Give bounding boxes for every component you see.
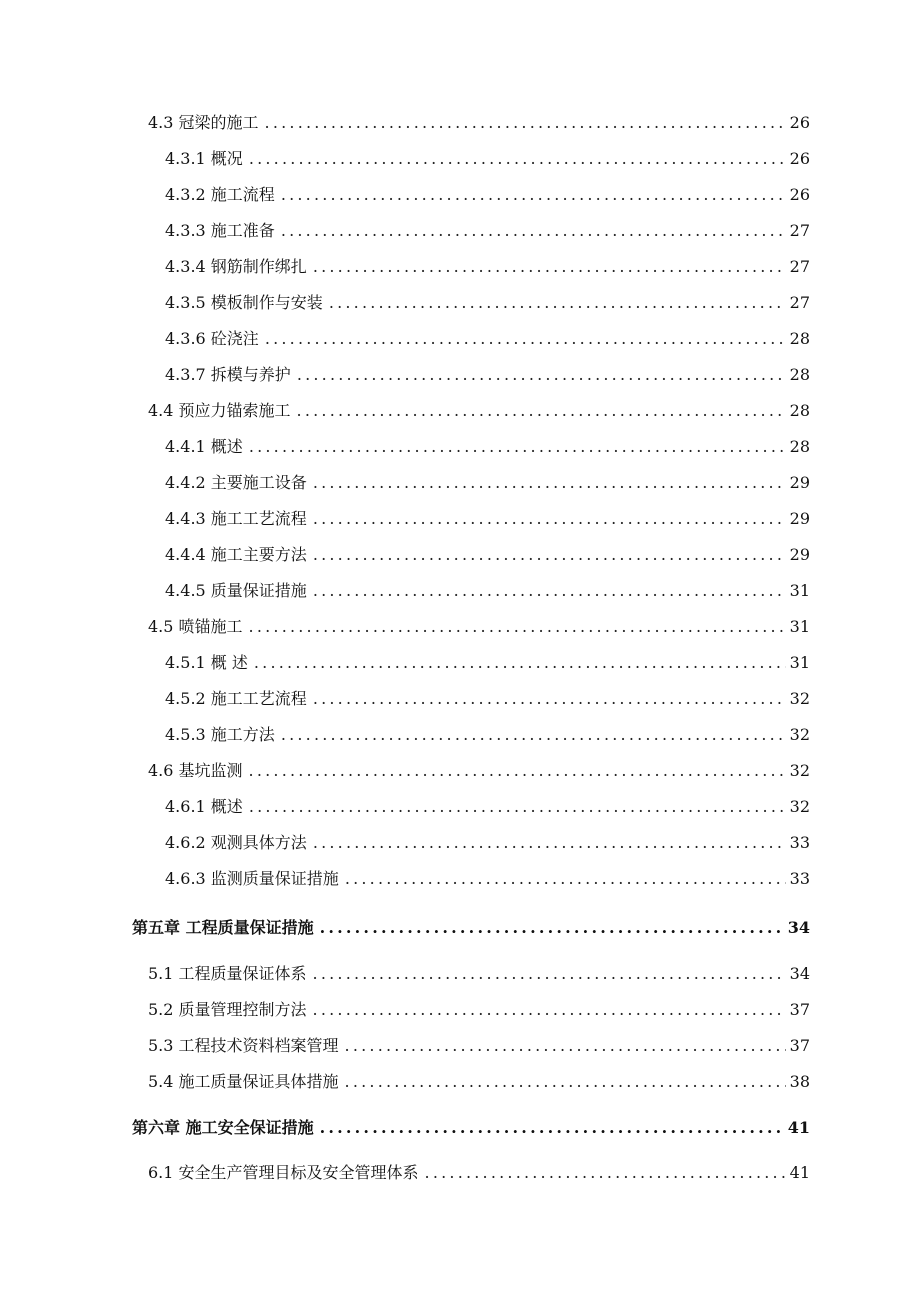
toc-entry-label: 4.5.1 概 述: [165, 653, 248, 672]
toc-entry-label: 4.3 冠梁的施工: [148, 113, 259, 132]
toc-entry-page: 29: [789, 473, 810, 492]
toc-leader-dots: [254, 648, 786, 678]
toc-leader-dots: [281, 720, 786, 750]
toc-entry-page: 29: [789, 545, 810, 564]
toc-entry-page: 27: [789, 293, 810, 312]
toc-entry-4-4-5[interactable]: [165, 576, 810, 606]
toc-entry-4-5[interactable]: [148, 612, 810, 642]
toc-entry-4-3-4[interactable]: [165, 252, 810, 282]
toc-leader-dots: [249, 144, 786, 174]
toc-entry-label: 4.6.1 概述: [165, 797, 243, 816]
toc-leader-dots: [425, 1158, 786, 1188]
toc-entry-4-4[interactable]: [148, 396, 810, 426]
toc-entry-page: 34: [787, 918, 810, 937]
toc-entry-4-6[interactable]: [148, 756, 810, 786]
toc-entry-label: 4.6.3 监测质量保证措施: [165, 869, 339, 888]
toc-entry-page: 28: [789, 437, 810, 456]
toc-entry-page: 31: [789, 653, 810, 672]
toc-entry-4-3-7[interactable]: [165, 360, 810, 390]
toc-leader-dots: [313, 252, 786, 282]
toc-leader-dots: [313, 684, 786, 714]
toc-entry-4-3-6[interactable]: [165, 324, 810, 354]
toc-chapter-5[interactable]: [132, 913, 810, 943]
toc-entry-4-5-2[interactable]: [165, 684, 810, 714]
toc-leader-dots: [320, 913, 784, 943]
toc-entry-label: 4.4.2 主要施工设备: [165, 473, 307, 492]
toc-leader-dots: [313, 540, 786, 570]
toc-entry-label: 4.5.3 施工方法: [165, 725, 275, 744]
toc-entry-page: 37: [789, 1036, 810, 1055]
toc-leader-dots: [313, 995, 786, 1025]
toc-chapter-6[interactable]: [132, 1113, 810, 1143]
toc-leader-dots: [313, 959, 786, 989]
toc-entry-label: 4.3.1 概况: [165, 149, 243, 168]
toc-leader-dots: [297, 396, 786, 426]
toc-leader-dots: [313, 828, 786, 858]
toc-entry-4-3-3[interactable]: [165, 216, 810, 246]
toc-entry-4-4-3[interactable]: [165, 504, 810, 534]
toc-entry-page: 41: [789, 1163, 810, 1182]
toc-entry-6-1[interactable]: [148, 1158, 810, 1188]
toc-entry-page: 28: [789, 401, 810, 420]
toc-leader-dots: [281, 216, 786, 246]
toc-entry-4-4-2[interactable]: [165, 468, 810, 498]
toc-leader-dots: [281, 180, 786, 210]
toc-entry-page: 31: [789, 581, 810, 600]
toc-entry-label: 4.4 预应力锚索施工: [148, 401, 291, 420]
toc-entry-4-3[interactable]: [148, 108, 810, 138]
toc-entry-label: 5.3 工程技术资料档案管理: [148, 1036, 339, 1055]
toc-entry-5-4[interactable]: [148, 1067, 810, 1097]
toc-entry-page: 33: [789, 833, 810, 852]
toc-entry-4-4-4[interactable]: [165, 540, 810, 570]
toc-leader-dots: [265, 108, 786, 138]
toc-entry-4-6-3[interactable]: [165, 864, 810, 894]
toc-entry-label: 4.6.2 观测具体方法: [165, 833, 307, 852]
toc-entry-4-3-1[interactable]: [165, 144, 810, 174]
toc-entry-5-2[interactable]: [148, 995, 810, 1025]
toc-entry-label: 4.5 喷锚施工: [148, 617, 243, 636]
toc-entry-4-3-5[interactable]: [165, 288, 810, 318]
toc-entry-4-6-1[interactable]: [165, 792, 810, 822]
toc-entry-label: 5.1 工程质量保证体系: [148, 964, 307, 983]
toc-entry-5-1[interactable]: [148, 959, 810, 989]
toc-leader-dots: [297, 360, 786, 390]
toc-entry-page: 28: [789, 365, 810, 384]
toc-leader-dots: [313, 504, 786, 534]
toc-leader-dots: [313, 576, 786, 606]
toc-entry-label: 4.5.2 施工工艺流程: [165, 689, 307, 708]
toc-leader-dots: [345, 1067, 786, 1097]
toc-entry-label: 5.4 施工质量保证具体措施: [148, 1072, 339, 1091]
toc-entry-page: 38: [789, 1072, 810, 1091]
toc-entry-page: 31: [789, 617, 810, 636]
toc-entry-page: 33: [789, 869, 810, 888]
toc-entry-page: 37: [789, 1000, 810, 1019]
toc-entry-page: 34: [789, 964, 810, 983]
toc-entry-label: 4.3.7 拆模与养护: [165, 365, 291, 384]
toc-entry-page: 27: [789, 221, 810, 240]
toc-entry-4-5-3[interactable]: [165, 720, 810, 750]
toc-entry-page: 26: [789, 185, 810, 204]
toc-leader-dots: [329, 288, 786, 318]
toc-entry-label: 4.4.5 质量保证措施: [165, 581, 307, 600]
toc-entry-label: 4.3.6 砼浇注: [165, 329, 259, 348]
toc-entry-page: 27: [789, 257, 810, 276]
toc-entry-4-5-1[interactable]: [165, 648, 810, 678]
toc-entry-page: 29: [789, 509, 810, 528]
toc-leader-dots: [249, 432, 786, 462]
toc-entry-page: 41: [787, 1118, 810, 1137]
toc-entry-label: 4.4.4 施工主要方法: [165, 545, 307, 564]
toc-entry-label: 4.4.3 施工工艺流程: [165, 509, 307, 528]
toc-entry-label: 6.1 安全生产管理目标及安全管理体系: [148, 1163, 419, 1182]
toc-entry-label: 4.3.3 施工准备: [165, 221, 275, 240]
toc-entry-label: 4.3.4 钢筋制作绑扎: [165, 257, 307, 276]
toc-entry-4-4-1[interactable]: [165, 432, 810, 462]
toc-entry-4-3-2[interactable]: [165, 180, 810, 210]
toc-leader-dots: [249, 792, 786, 822]
toc-entry-page: 32: [789, 797, 810, 816]
toc-entry-4-6-2[interactable]: [165, 828, 810, 858]
toc-leader-dots: [313, 468, 786, 498]
toc-entry-label: 4.6 基坑监测: [148, 761, 243, 780]
toc-entry-page: 26: [789, 149, 810, 168]
toc-leader-dots: [249, 612, 786, 642]
toc-entry-label: 4.3.5 模板制作与安装: [165, 293, 323, 312]
toc-leader-dots: [249, 756, 786, 786]
toc-entry-label: 4.3.2 施工流程: [165, 185, 275, 204]
toc-entry-page: 32: [789, 689, 810, 708]
toc-entry-label: 第五章 工程质量保证措施: [132, 918, 314, 937]
toc-leader-dots: [345, 864, 786, 894]
toc-entry-page: 28: [789, 329, 810, 348]
toc-leader-dots: [320, 1113, 784, 1143]
toc-leader-dots: [265, 324, 786, 354]
toc-leader-dots: [345, 1031, 786, 1061]
toc-entry-page: 32: [789, 725, 810, 744]
toc-entry-label: 5.2 质量管理控制方法: [148, 1000, 307, 1019]
toc-entry-page: 26: [789, 113, 810, 132]
toc-entry-label: 第六章 施工安全保证措施: [132, 1118, 314, 1137]
toc-entry-page: 32: [789, 761, 810, 780]
toc-entry-label: 4.4.1 概述: [165, 437, 243, 456]
toc-entry-5-3[interactable]: [148, 1031, 810, 1061]
